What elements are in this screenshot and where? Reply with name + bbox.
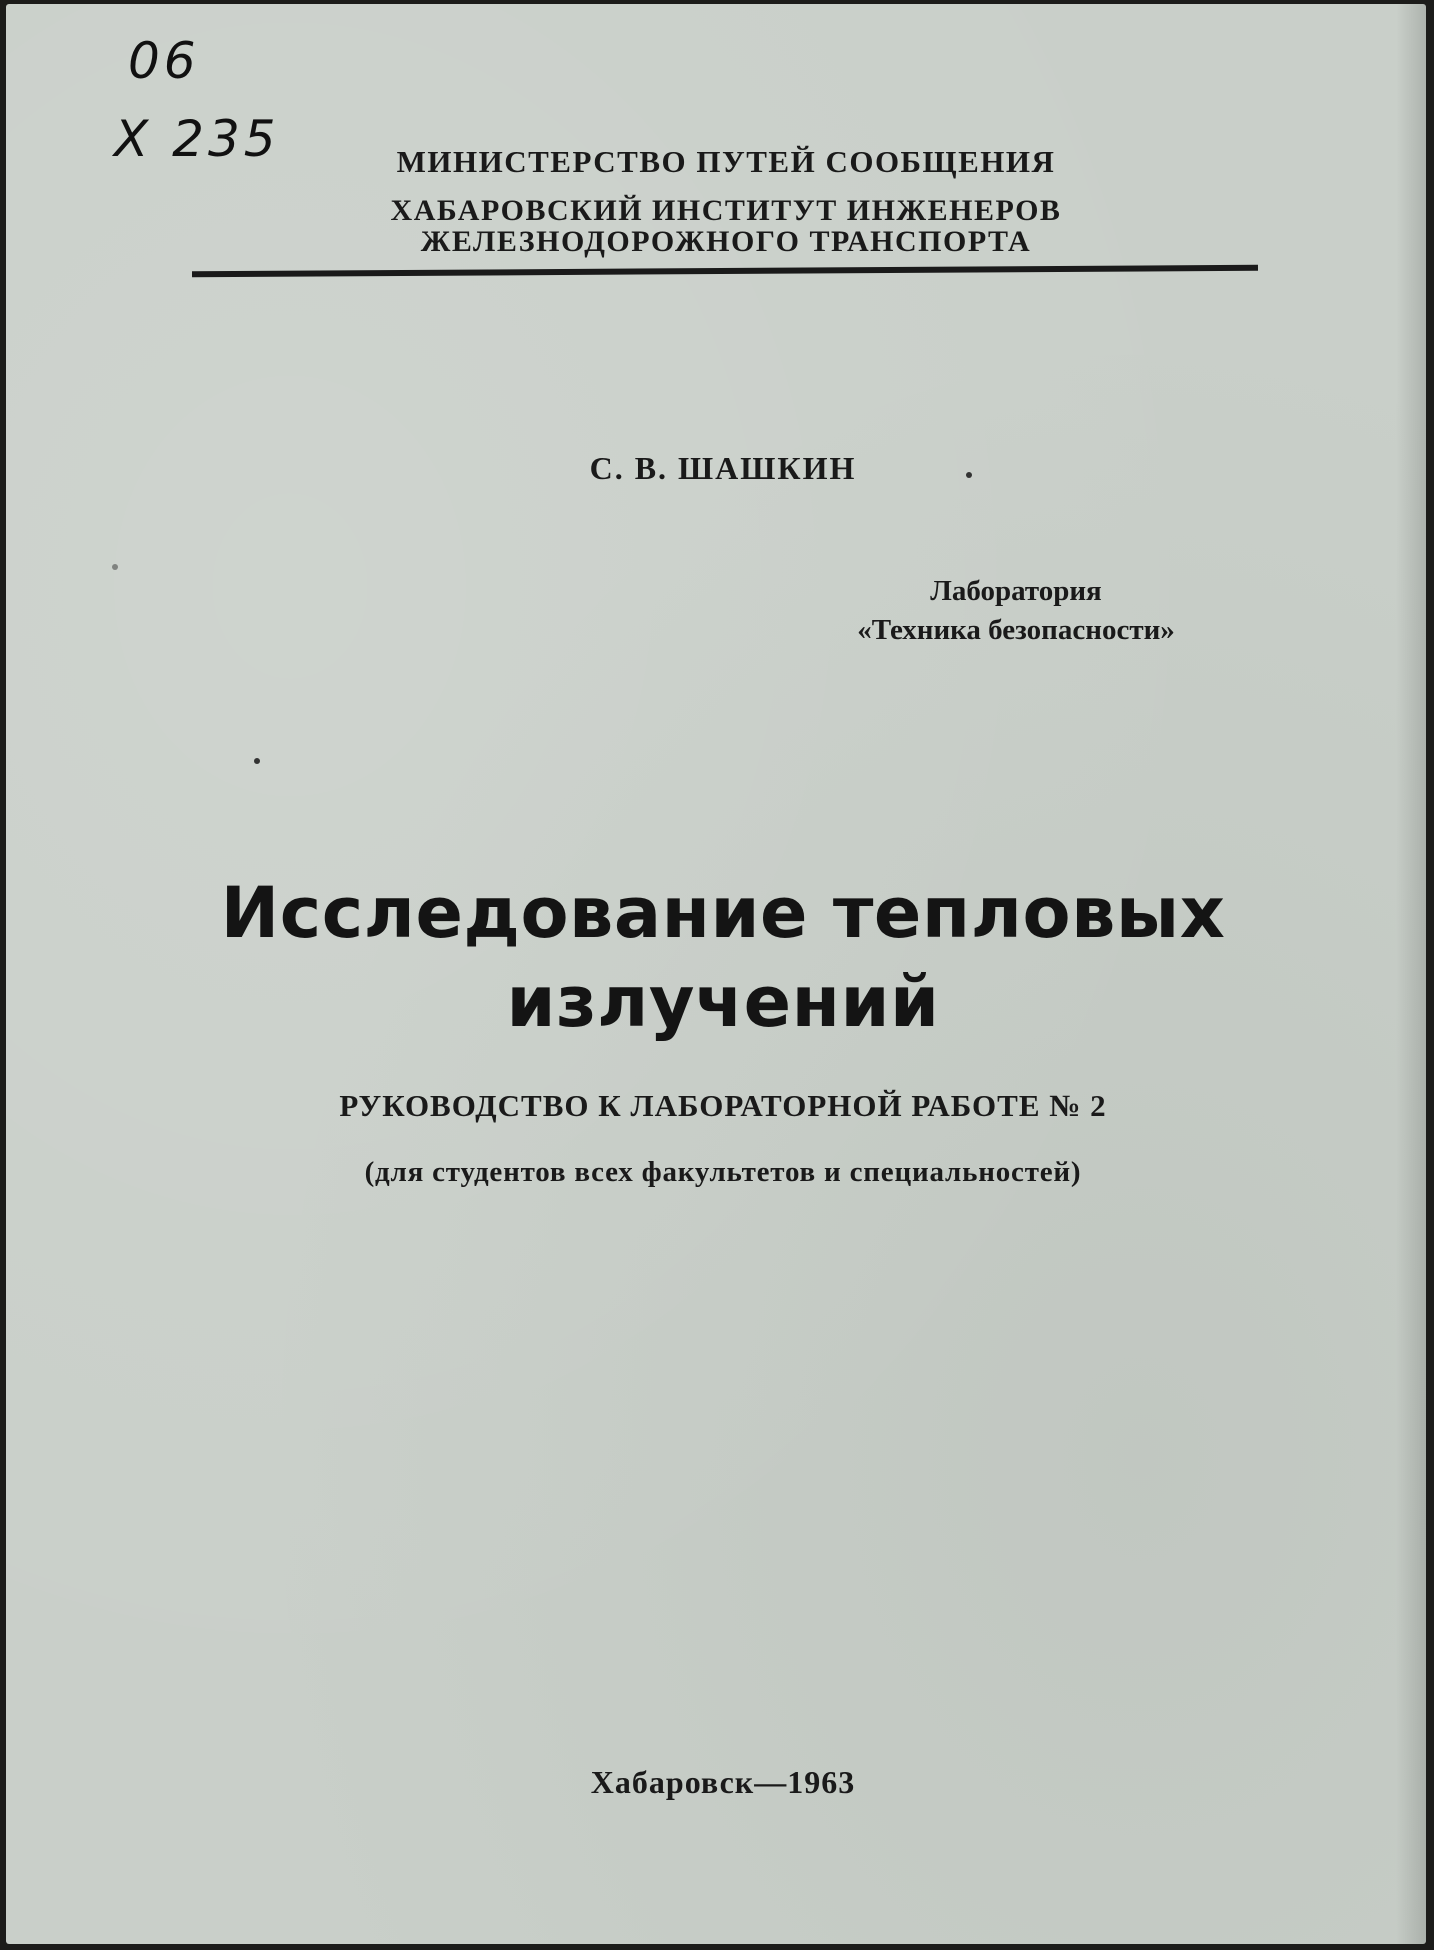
publisher-header (186, 146, 1266, 258)
book-cover (6, 4, 1426, 1944)
header-divider (192, 265, 1258, 278)
author-name: С. В. ШАШКИН (589, 450, 857, 486)
book-title (6, 869, 1426, 1047)
paper-speck (966, 472, 972, 478)
book-title-line2: излучений (506, 960, 940, 1043)
handwritten-shelf-mark: 06 (128, 32, 200, 90)
laboratory-label (746, 572, 1286, 650)
book-subtitle: РУКОВОДСТВО К ЛАБОРАТОРНОЙ РАБОТЕ № 2 (339, 1088, 1107, 1123)
laboratory-line2: «Техника безопасности» (857, 614, 1175, 647)
book-title-line1: Исследование тепловых (220, 872, 1226, 954)
institute-name-line2: ЖЕЛЕЗНОДОРОЖНОГО ТРАНСПОРТА (420, 225, 1032, 259)
handwritten-catalog-number: X 235 (114, 110, 280, 168)
paper-speck (112, 564, 118, 570)
institute-name-line1: ХАБАРОВСКИЙ ИНСТИТУТ ИНЖЕНЕРОВ (390, 193, 1062, 227)
target-audience: (для студентов всех факультетов и специальностей) (364, 1156, 1082, 1188)
laboratory-line1: Лаборатория (930, 575, 1102, 607)
place-and-year: Хабаровск—1963 (590, 1764, 856, 1800)
ministry-name: МИНИСТЕРСТВО ПУТЕЙ СООБЩЕНИЯ (396, 144, 1056, 179)
paper-speck (254, 758, 260, 764)
